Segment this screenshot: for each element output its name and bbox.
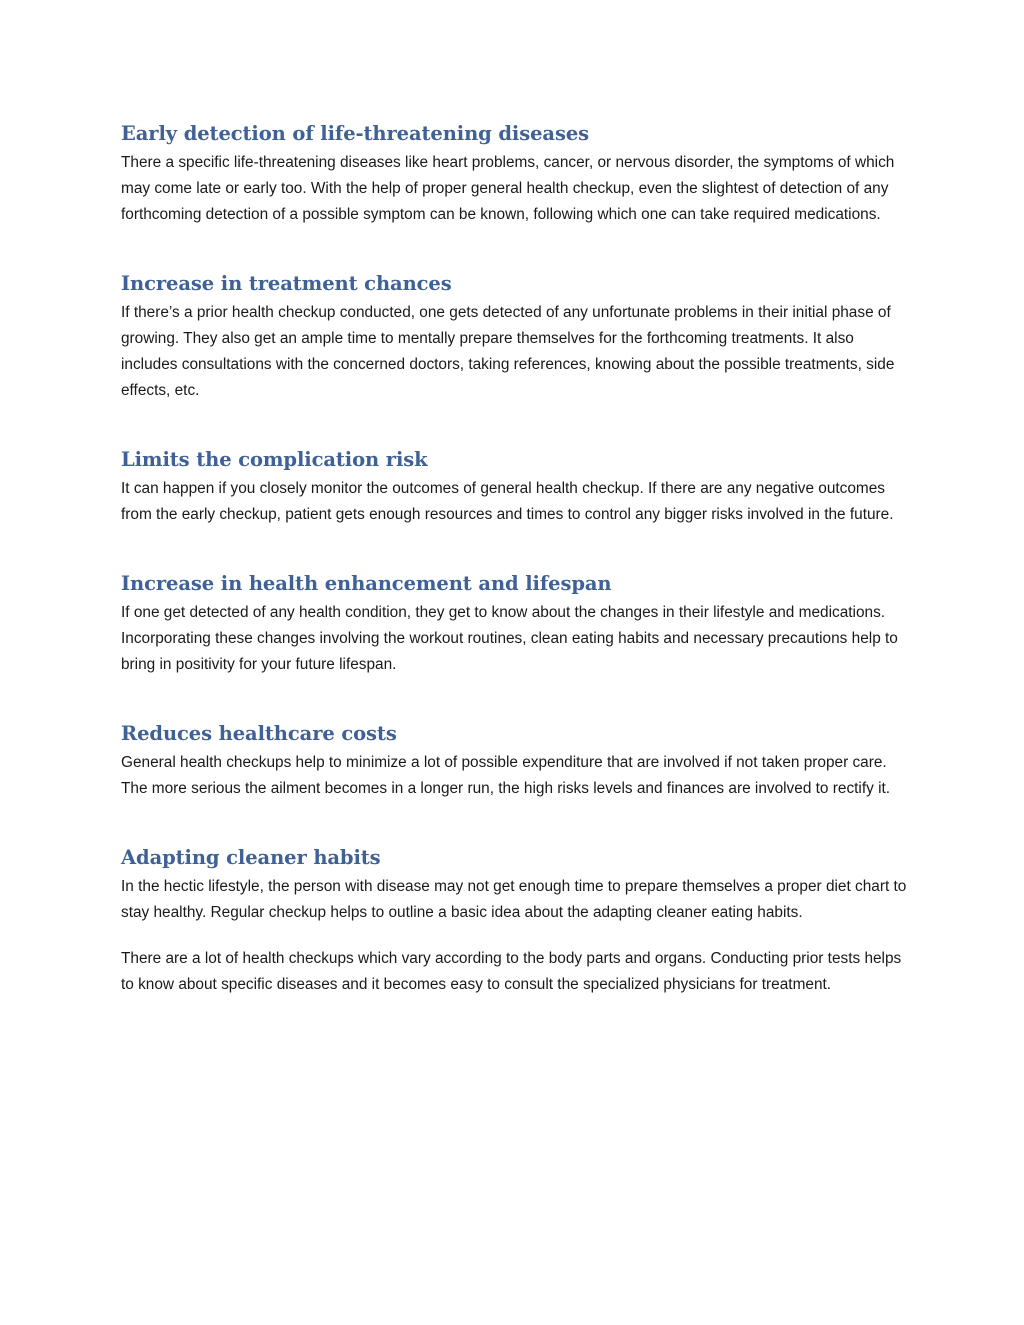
section-paragraph: General health checkups help to minimize a lot of possible expenditure that are involved if not taken proper care. The more serious the ailment becomes in a longer run, the high risks levels and finances are involved to rectify it. — [121, 754, 891, 797]
section-healthcare-costs — [121, 720, 911, 802]
section-early-detection — [121, 120, 911, 228]
section-treatment-chances — [121, 270, 911, 404]
section-paragraph: It can happen if you closely monitor the outcomes of general health checkup. If there are any negative outcomes from the early checkup, patient gets enough resources and times to control any bigger risks involved in the future. — [121, 480, 894, 523]
section-heading: Adapting cleaner habits — [121, 846, 381, 869]
section-paragraph: In the hectic lifestyle, the person with disease may not get enough time to prepare themselves a proper diet chart to stay healthy. Regular checkup helps to outline a basic idea about the adapting cleaner eating habits. — [121, 878, 907, 921]
section-heading: Increase in treatment chances — [121, 272, 452, 295]
document-page — [121, 120, 911, 998]
section-heading: Increase in health enhancement and lifespan — [121, 572, 612, 595]
section-complication-risk — [121, 446, 911, 528]
section-paragraph: If there’s a prior health checkup conducted, one gets detected of any unfortunate problems in their initial phase of growing. They also get an ample time to mentally prepare themselves for the forthcoming treatments. It also includes consultations with the concerned doctors, taking references, knowing about the possible treatments, side effects, etc. — [121, 304, 895, 399]
section-health-lifespan — [121, 570, 911, 678]
section-paragraph: There a specific life-threatening diseases like heart problems, cancer, or nervous disorder, the symptoms of which may come late or early too. With the help of proper general health checkup, even the slightest of detection of any forthcoming detection of a possible symptom can be known, following which one can take required medications. — [121, 154, 895, 223]
section-cleaner-habits — [121, 844, 911, 926]
section-heading: Limits the complication risk — [121, 448, 428, 471]
section-paragraph: If one get detected of any health condition, they get to know about the changes in their lifestyle and medications. Incorporating these changes involving the workout routines, clean eating habits and necessary precautions help to bring in positivity for your future lifespan. — [121, 604, 898, 673]
section-heading: Reduces healthcare costs — [121, 722, 397, 745]
section-heading: Early detection of life-threatening diseases — [121, 122, 590, 145]
closing-paragraph: There are a lot of health checkups which vary according to the body parts and organs. Conducting prior tests helps to know about specific diseases and it becomes easy to consult the specialized physicians for treatment. — [121, 950, 902, 993]
